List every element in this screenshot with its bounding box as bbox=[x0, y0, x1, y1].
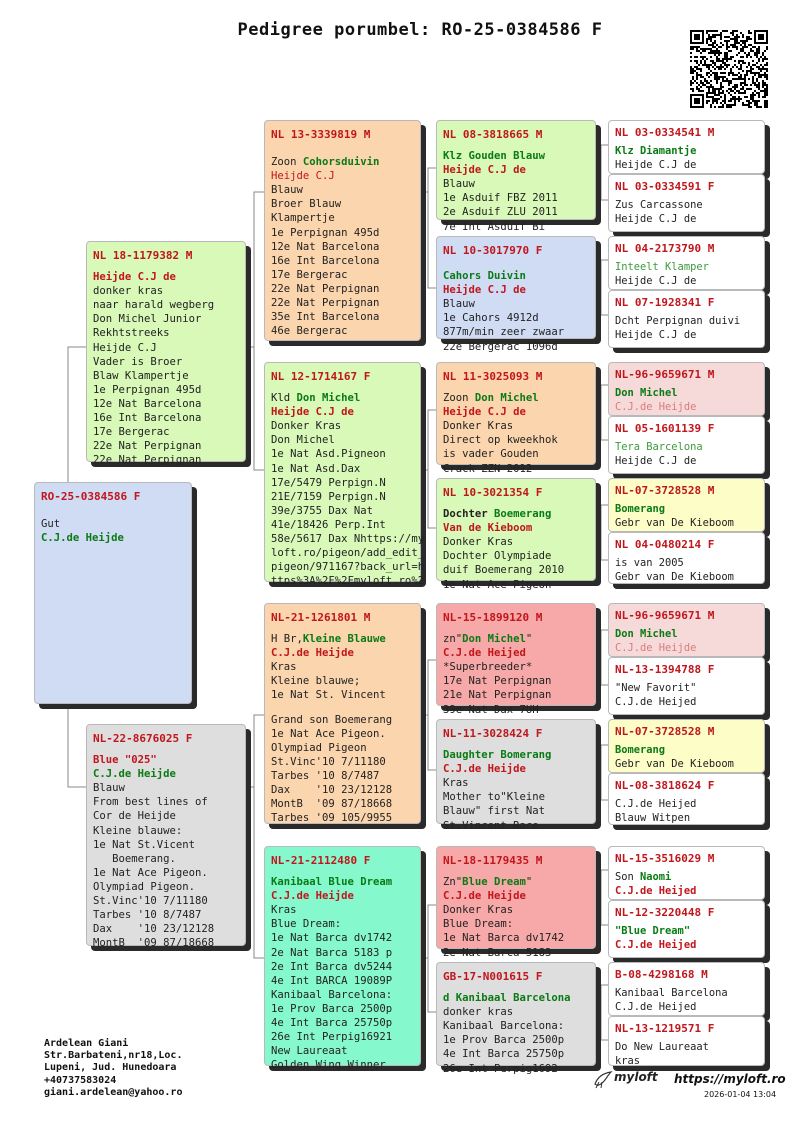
pedigree-line: Tera Barcelona bbox=[615, 441, 703, 453]
pedigree-line: 7e Int Asduif Bi bbox=[443, 220, 546, 233]
pedigree-line: C.J.de Heijed bbox=[443, 647, 526, 660]
pedigree-line: 1e Prov Barca 2500p bbox=[443, 1034, 565, 1047]
sire-card[interactable] bbox=[86, 241, 246, 467]
ring-number: NL 05-1601139 F bbox=[615, 422, 715, 435]
card-lines bbox=[615, 260, 758, 288]
pedigree-line: Dochter Olympiade bbox=[443, 550, 552, 563]
site-link[interactable]: https://myloft.ro bbox=[674, 1072, 786, 1086]
great-grandparent-card[interactable] bbox=[436, 603, 596, 716]
pedigree-line: From best lines of bbox=[93, 796, 208, 809]
pedigree-line: "New Favorit" bbox=[615, 682, 697, 694]
pedigree-line: Gut bbox=[41, 518, 61, 531]
ancestor-card[interactable] bbox=[608, 416, 765, 474]
pedigree-line: Kras bbox=[443, 777, 469, 790]
pedigree-line: Blauw bbox=[443, 298, 475, 311]
pedigree-line: 1e Asduif FBZ 2011 bbox=[443, 192, 558, 205]
pedigree-line: Heijde C.J de bbox=[615, 455, 697, 467]
ring-number: NL-96-9659671 M bbox=[615, 368, 715, 381]
pedigree-line: loft.ro/pigeon/add_edit_ bbox=[271, 547, 425, 560]
page-title: Pedigree porumbel: RO-25-0384586 F bbox=[237, 20, 603, 40]
ring-number: NL-21-2112480 F bbox=[271, 854, 371, 867]
pedigree-line: 46e Bergerac bbox=[271, 325, 348, 338]
ancestor-card[interactable] bbox=[608, 290, 765, 348]
pedigree-line-part: Don Michel bbox=[474, 392, 539, 405]
pedigree-line: Klz Diamantje bbox=[615, 145, 697, 157]
pedigree-line bbox=[271, 632, 414, 646]
ancestor-card[interactable] bbox=[608, 478, 765, 532]
owner-name: Ardelean Giani bbox=[44, 1038, 129, 1049]
ring-number: NL-21-1261801 M bbox=[271, 611, 371, 624]
pedigree-line: Tarbes '09 105/9955 bbox=[271, 812, 393, 825]
ring-number: B-08-4298168 M bbox=[615, 968, 708, 981]
ring-number: NL 07-1928341 F bbox=[615, 296, 715, 309]
ancestor-card[interactable] bbox=[608, 1016, 765, 1066]
pedigree-line: 2e Asduif ZLU 2011 bbox=[443, 206, 558, 219]
pedigree-line: Heijde C.J de bbox=[615, 329, 697, 341]
great-grandparent-card[interactable] bbox=[436, 962, 596, 1075]
pedigree-line: 58e/5617 Dax Nhttps://my bbox=[271, 533, 425, 546]
card-lines bbox=[443, 507, 589, 592]
pedigree-line: Kanibaal Barcelona: bbox=[271, 988, 393, 1001]
pedigree-line: 17e Bergerac bbox=[271, 268, 348, 281]
card-lines bbox=[443, 632, 589, 717]
pedigree-line: 1e Nat Ace Pigeon. bbox=[93, 866, 208, 879]
card-lines bbox=[41, 517, 185, 545]
pedigree-line-part: Naomi bbox=[640, 871, 672, 883]
pedigree-line-part: zn" bbox=[443, 633, 463, 646]
pedigree-line: 1e Nat Ace Pigeon. bbox=[271, 727, 386, 740]
ring-number: NL-12-3220448 F bbox=[615, 906, 715, 919]
pedigree-line: Olympiad Pigeon bbox=[271, 741, 367, 754]
pedigree-line-part: Kld bbox=[271, 392, 297, 405]
pedigree-line: Heijde C.J de bbox=[93, 271, 176, 284]
pedigree-line: Olympiad Pigeon. bbox=[93, 880, 196, 893]
pedigree-line: 16e Int Barcelona bbox=[271, 254, 380, 267]
pedigree-line: 1e Cahors 4912d bbox=[443, 312, 539, 325]
pedigree-line-part: Dochter bbox=[443, 508, 495, 521]
pedigree-line-part: Don Michel bbox=[462, 633, 526, 646]
pedigree-line: 2e Int Barca dv5244 bbox=[271, 960, 393, 973]
pedigree-line: 39e/3755 Dax Nat bbox=[271, 504, 374, 517]
ring-number: NL 04-2173790 M bbox=[615, 242, 715, 255]
great-grandparent-card[interactable] bbox=[436, 362, 596, 475]
card-lines bbox=[615, 1040, 758, 1068]
pedigree-line: Blaw Klampertje bbox=[93, 369, 189, 382]
pedigree-line bbox=[271, 155, 414, 169]
dam-card[interactable] bbox=[86, 724, 246, 950]
generated-date: 2026-01-04 13:04 bbox=[704, 1090, 777, 1099]
pedigree-line: Cahors Duivin bbox=[443, 270, 526, 283]
ring-number: NL-07-3728528 M bbox=[615, 725, 715, 738]
ring-number: NL 11-3025093 M bbox=[443, 370, 543, 383]
great-grandparent-card[interactable] bbox=[436, 120, 596, 233]
ring-number: NL 13-3339819 M bbox=[271, 128, 371, 141]
pedigree-line bbox=[271, 391, 414, 405]
pedigree-line: C.J.de Heijed bbox=[615, 798, 697, 810]
pedigree-line: Bomerang bbox=[615, 744, 666, 756]
pedigree-line: Blauw bbox=[271, 184, 303, 197]
grandparent-card[interactable] bbox=[264, 603, 421, 824]
ancestor-card[interactable] bbox=[608, 962, 765, 1016]
card-lines bbox=[271, 875, 414, 1072]
pedigree-line: 1e Nat Barca dv1742 bbox=[443, 932, 565, 945]
ring-number: NL 08-3818665 M bbox=[443, 128, 543, 141]
card-lines bbox=[93, 753, 239, 950]
owner-phone: +40737583024 bbox=[44, 1074, 117, 1086]
pedigree-line: 22e Nat Perpignan bbox=[271, 282, 380, 295]
pedigree-line: 1e Nat Ace Pigeon bbox=[443, 578, 552, 591]
ancestor-card[interactable] bbox=[608, 657, 765, 715]
card-lines bbox=[443, 875, 589, 960]
pedigree-line: Mother to"Kleine bbox=[443, 791, 546, 804]
ring-number: GB-17-N001615 F bbox=[443, 970, 543, 983]
pedigree-line: kras bbox=[615, 1055, 641, 1067]
pedigree-line: 17e/5479 Perpign.N bbox=[271, 476, 386, 489]
pedigree-line-part: " bbox=[525, 876, 533, 889]
grandparent-card[interactable] bbox=[264, 120, 421, 341]
pedigree-line: Boemerang. bbox=[93, 852, 176, 865]
pedigree-line: Crack ZZN 2012 bbox=[443, 462, 533, 475]
card-lines bbox=[615, 627, 758, 655]
ring-number: NL-18-1179435 M bbox=[443, 854, 543, 867]
pedigree-line: Kanibaal Barcelona bbox=[615, 987, 728, 999]
pedigree-line-part: Zn" bbox=[443, 876, 463, 889]
card-lines bbox=[443, 748, 589, 833]
pedigree-line: C.J.de Heijed bbox=[615, 696, 697, 708]
ring-number: NL-96-9659671 M bbox=[615, 609, 715, 622]
owner-email[interactable]: giani.ardelean@yahoo.ro bbox=[44, 1086, 183, 1098]
pedigree-line: 1e Nat Asd.Dax bbox=[271, 462, 361, 475]
pedigree-line: 21E/7159 Perpign.N bbox=[271, 490, 386, 503]
pedigree-line: 17e Nat Perpignan bbox=[443, 675, 552, 688]
pedigree-line: C.J.de Heijde bbox=[443, 763, 526, 776]
pedigree-line-part: Son bbox=[615, 871, 641, 883]
pedigree-line: Rekhtstreeks bbox=[93, 327, 170, 340]
pedigree-line: Heijde C.J de bbox=[271, 406, 354, 419]
pedigree-line: Heijde C.J bbox=[271, 170, 335, 183]
pedigree-line: 1e Nat St. Vincent bbox=[271, 689, 386, 702]
pedigree-line-part: Blue Dream bbox=[462, 876, 526, 889]
pedigree-line: Direct op kweekhok bbox=[443, 434, 558, 447]
ancestor-card[interactable] bbox=[608, 120, 765, 174]
card-lines bbox=[443, 991, 589, 1076]
pedigree-line: 1e Perpignan 495d bbox=[271, 226, 380, 239]
pedigree-line: 2e Nat Barca 5183 bbox=[443, 946, 552, 959]
grandparent-card[interactable] bbox=[264, 362, 425, 588]
pedigree-line: 26e Int Perpig16921 bbox=[271, 1031, 393, 1044]
ancestor-card[interactable] bbox=[608, 846, 765, 900]
pedigree-line: 4e Int Barca 25750p bbox=[443, 1048, 565, 1061]
ring-number: RO-25-0384586 F bbox=[41, 490, 141, 503]
pedigree-line: Golden Wing Winner bbox=[271, 1059, 386, 1072]
pedigree-line: Klampertje bbox=[271, 212, 335, 225]
ring-number: NL 10-3017970 F bbox=[443, 244, 543, 257]
pedigree-line: Blauw bbox=[93, 782, 125, 795]
pedigree-line: C.J.de Heijde bbox=[271, 890, 354, 903]
ring-number: NL-11-3028424 F bbox=[443, 727, 543, 740]
pedigree-line: St.Vinc'10 7/11180 bbox=[93, 895, 208, 908]
pedigree-line: ttps%3A%2F%2Fmyloft.ro%2 bbox=[271, 575, 425, 588]
pedigree-line-part: Cohorsduivin bbox=[302, 156, 380, 169]
pedigree-line: 4e Int BARCA 19089P bbox=[271, 974, 393, 987]
pedigree-line: 22e Nat Perpignan bbox=[93, 440, 202, 453]
pedigree-line: Blue "025" bbox=[93, 754, 157, 767]
pedigree-line: Donker Kras bbox=[443, 904, 514, 917]
pedigree-line: Donker Kras bbox=[443, 420, 514, 433]
pedigree-line: 877m/min zeer zwaar bbox=[443, 326, 565, 339]
pedigree-line: C.J.de Heijde bbox=[41, 532, 124, 545]
ring-number: NL-13-1394788 F bbox=[615, 663, 715, 676]
pedigree-line: Donker Kras bbox=[443, 536, 514, 549]
card-lines bbox=[615, 556, 758, 584]
pedigree-line: C.J.de Heijde bbox=[443, 890, 526, 903]
pedigree-line-part: Zoon bbox=[443, 392, 475, 405]
card-lines bbox=[271, 391, 425, 588]
pedigree-line: Dcht Perpignan duivi bbox=[615, 315, 741, 327]
pedigree-line: Kleine blauwe; bbox=[271, 675, 361, 688]
card-lines bbox=[615, 440, 758, 468]
ring-number: NL-13-1219571 F bbox=[615, 1022, 715, 1035]
pedigree-line: is vader Gouden bbox=[443, 448, 539, 461]
pedigree-line: St.Vinc'10 7/11180 bbox=[271, 755, 386, 768]
card-lines bbox=[443, 391, 589, 476]
ring-number: NL-15-3516029 M bbox=[615, 852, 715, 865]
card-lines bbox=[615, 681, 758, 709]
grandparent-card[interactable] bbox=[264, 846, 421, 1072]
great-grandparent-card[interactable] bbox=[436, 236, 596, 353]
pedigree-line: Don Michel bbox=[615, 387, 678, 399]
pedigree-line: 1e Nat Asd.Pigneon bbox=[271, 448, 386, 461]
ancestor-card[interactable] bbox=[608, 174, 765, 232]
pedigree-line: 2e Nat Barca 5183 p bbox=[271, 946, 393, 959]
card-lines bbox=[615, 743, 758, 771]
pedigree-line: Daughter Bomerang bbox=[443, 749, 552, 762]
pedigree-line: Donker Kras bbox=[271, 420, 342, 433]
subject-pigeon-card[interactable] bbox=[34, 482, 192, 704]
pedigree-line: Klz Gouden Blauw bbox=[443, 150, 546, 163]
pedigree-line-part: " bbox=[525, 633, 533, 646]
ancestor-card[interactable] bbox=[608, 362, 765, 416]
owner-contact bbox=[44, 1038, 182, 1099]
card-lines bbox=[443, 149, 589, 234]
card-lines bbox=[615, 986, 758, 1014]
pedigree-line: 22e Nat Perpignan bbox=[271, 297, 380, 310]
pedigree-line: 1e Nat Barca dv1742 bbox=[271, 932, 393, 945]
pedigree-line: 22e Nat Perpignan bbox=[93, 454, 202, 467]
ring-number: NL-07-3728528 M bbox=[615, 484, 715, 497]
pedigree-line: donker kras bbox=[443, 1006, 514, 1019]
pedigree-line: MontB '09 87/18668 bbox=[93, 937, 215, 950]
ancestor-card[interactable] bbox=[608, 773, 765, 825]
card-lines bbox=[615, 386, 758, 414]
pedigree-line: Blauw Witpen bbox=[615, 812, 691, 824]
pigeon-logo-icon bbox=[592, 1068, 614, 1090]
card-lines bbox=[615, 314, 758, 342]
great-grandparent-card[interactable] bbox=[436, 478, 596, 591]
card-lines bbox=[615, 797, 758, 825]
pedigree-line bbox=[443, 632, 589, 646]
pedigree-line: Kras bbox=[271, 661, 297, 674]
pedigree-line: Heijde C.J de bbox=[443, 284, 526, 297]
pedigree-line: New Laureaat bbox=[271, 1045, 348, 1058]
pedigree-line-part: Kleine Blauwe bbox=[302, 633, 386, 646]
pedigree-line: Kleine blauwe: bbox=[93, 824, 183, 837]
pedigree-line: Blauw bbox=[443, 178, 475, 191]
pedigree-line: MontB '09 87/18668 bbox=[271, 798, 393, 811]
ring-number: NL 04-0480214 F bbox=[615, 538, 715, 551]
pedigree-line: Dax '10 23/12128 bbox=[271, 784, 393, 797]
pedigree-line-part: Zoon bbox=[271, 156, 303, 169]
pedigree-line: *Superbreeder* bbox=[443, 661, 533, 674]
pedigree-line: 1e Perpignan 495d bbox=[93, 383, 202, 396]
ring-number: NL-22-8676025 F bbox=[93, 732, 193, 745]
ring-number: NL-15-1899120 M bbox=[443, 611, 543, 624]
card-lines bbox=[615, 502, 758, 530]
card-lines bbox=[615, 144, 758, 172]
pedigree-line: 26e Int Perpig1692 bbox=[443, 1062, 558, 1075]
pedigree-line: 1e Nat St.Vicent bbox=[93, 838, 196, 851]
pedigree-line: Heijde C.J de bbox=[615, 275, 697, 287]
card-lines bbox=[271, 632, 414, 825]
great-grandparent-card[interactable] bbox=[436, 846, 596, 959]
pedigree-line: Dax '10 23/12128 bbox=[93, 923, 215, 936]
ring-number: NL 12-1714167 F bbox=[271, 370, 371, 383]
pedigree-line: Inteelt Klamper bbox=[615, 261, 709, 273]
ring-number: NL-08-3818624 F bbox=[615, 779, 715, 792]
ring-number: NL 03-0334591 F bbox=[615, 180, 715, 193]
pedigree-line: Don Michel bbox=[615, 628, 678, 640]
myloft-logo: myloft bbox=[614, 1070, 658, 1084]
pedigree-line-part: H Br, bbox=[271, 633, 303, 646]
pedigree-line: Bomerang bbox=[615, 503, 666, 515]
pedigree-line: 4e Int Barca 25750p bbox=[271, 1017, 393, 1030]
pedigree-line: Tarbes '10 8/7487 bbox=[271, 769, 380, 782]
pedigree-line: 16e Int Barcelona bbox=[93, 412, 202, 425]
pedigree-line: Gebr van De Kieboom bbox=[615, 517, 734, 529]
card-lines bbox=[443, 269, 589, 354]
pedigree-line: 12e Nat Barcelona bbox=[93, 397, 202, 410]
pedigree-line-part: Boemerang bbox=[494, 508, 552, 521]
pedigree-line: 1e Prov Barca 2500p bbox=[271, 1002, 393, 1015]
ancestor-card[interactable] bbox=[608, 603, 765, 657]
pedigree-line: Don Michel bbox=[271, 434, 335, 447]
pedigree-line: Cor de Heijde bbox=[93, 810, 176, 823]
pedigree-line bbox=[443, 507, 589, 521]
ring-number: NL 03-0334541 M bbox=[615, 126, 715, 139]
pedigree-line: Kanibaal Blue Dream bbox=[271, 876, 393, 889]
pedigree-line bbox=[443, 875, 589, 889]
pedigree-line: Blue Dream: bbox=[443, 918, 514, 931]
pedigree-line: "Blue Dream" bbox=[615, 925, 691, 937]
pedigree-line: Heijde C.J de bbox=[615, 159, 697, 171]
pedigree-line: C.J.de Heijde bbox=[93, 768, 176, 781]
pedigree-line: Blue Dream: bbox=[271, 918, 342, 931]
pedigree-line: C.J.de Heijde bbox=[271, 647, 354, 660]
pedigree-line bbox=[443, 391, 589, 405]
pedigree-line: St.Vincent Race bbox=[443, 819, 539, 832]
pedigree-line: pigeon/971167?back_url=h bbox=[271, 561, 425, 574]
pedigree-line: Blauw" first Nat bbox=[443, 805, 546, 818]
pedigree-line: Kras bbox=[271, 904, 297, 917]
pedigree-line: Don Michel Junior bbox=[93, 313, 202, 326]
pedigree-line: Heijde C.J de bbox=[443, 406, 526, 419]
owner-address-line2: Lupeni, Jud. Hunedoara bbox=[44, 1062, 177, 1074]
ring-number: NL 10-3021354 F bbox=[443, 486, 543, 499]
pedigree-line: Do New Laureaat bbox=[615, 1041, 709, 1053]
pedigree-line: 17e Bergerac bbox=[93, 426, 170, 439]
ancestor-card[interactable] bbox=[608, 236, 765, 290]
pedigree-line: Kanibaal Barcelona: bbox=[443, 1020, 565, 1033]
pedigree-line: 21e Nat Perpignan bbox=[443, 689, 552, 702]
pedigree-line: C.J.de Heijed bbox=[615, 1001, 697, 1013]
pedigree-line: naar harald wegberg bbox=[93, 299, 215, 312]
pedigree-line: Heijde C.J bbox=[93, 341, 157, 354]
card-lines bbox=[93, 270, 239, 467]
pedigree-line: 12e Nat Barcelona bbox=[271, 240, 380, 253]
ancestor-card[interactable] bbox=[608, 532, 765, 584]
card-lines bbox=[615, 870, 758, 898]
card-lines bbox=[615, 198, 758, 226]
pedigree-line: Heijde C.J de bbox=[615, 213, 697, 225]
pedigree-line: 41e/18426 Perp.Int bbox=[271, 518, 386, 531]
ancestor-card[interactable] bbox=[608, 719, 765, 773]
pedigree-line: Zus Carcassone bbox=[615, 199, 703, 211]
pedigree-line: Gebr van De Kieboom bbox=[615, 758, 734, 770]
pedigree-line: Grand son Boemerang bbox=[271, 713, 393, 726]
card-lines bbox=[271, 145, 414, 338]
pedigree-line: Vader is Broer bbox=[93, 355, 183, 368]
pedigree-line: d Kanibaal Barcelona bbox=[443, 992, 571, 1005]
pedigree-line: C.J.de Heijde bbox=[615, 401, 697, 413]
pedigree-line: duif Boemerang 2010 bbox=[443, 564, 565, 577]
pedigree-line: is van 2005 bbox=[615, 557, 684, 569]
pedigree-line: C.J.de Heijed bbox=[615, 939, 697, 951]
pedigree-line: 22e Bergerac 1096d bbox=[443, 340, 558, 353]
pedigree-line: C.J.de Heijed bbox=[615, 885, 697, 897]
ancestor-card[interactable] bbox=[608, 900, 765, 958]
great-grandparent-card[interactable] bbox=[436, 719, 596, 832]
pedigree-line: C.J.de Heijde bbox=[615, 642, 697, 654]
pedigree-line: 39e Nat Dax 7UH bbox=[443, 703, 539, 716]
pedigree-line-part: Don Michel bbox=[296, 392, 361, 405]
pedigree-line: Heijde C.J de bbox=[443, 164, 526, 177]
pedigree-line: Broer Blauw bbox=[271, 198, 342, 211]
pedigree-line: donker kras bbox=[93, 285, 164, 298]
pedigree-line: Gebr van De Kieboom bbox=[615, 571, 734, 583]
pedigree-line: Tarbes '10 8/7487 bbox=[93, 909, 202, 922]
owner-address-line1: Str.Barbateni,nr18,Loc. bbox=[44, 1050, 183, 1062]
pedigree-line bbox=[615, 870, 758, 884]
card-lines bbox=[615, 924, 758, 952]
pedigree-line: Van de Kieboom bbox=[443, 522, 533, 535]
pedigree-line: 35e Int Barcelona bbox=[271, 311, 380, 324]
ring-number: NL 18-1179382 M bbox=[93, 249, 193, 262]
